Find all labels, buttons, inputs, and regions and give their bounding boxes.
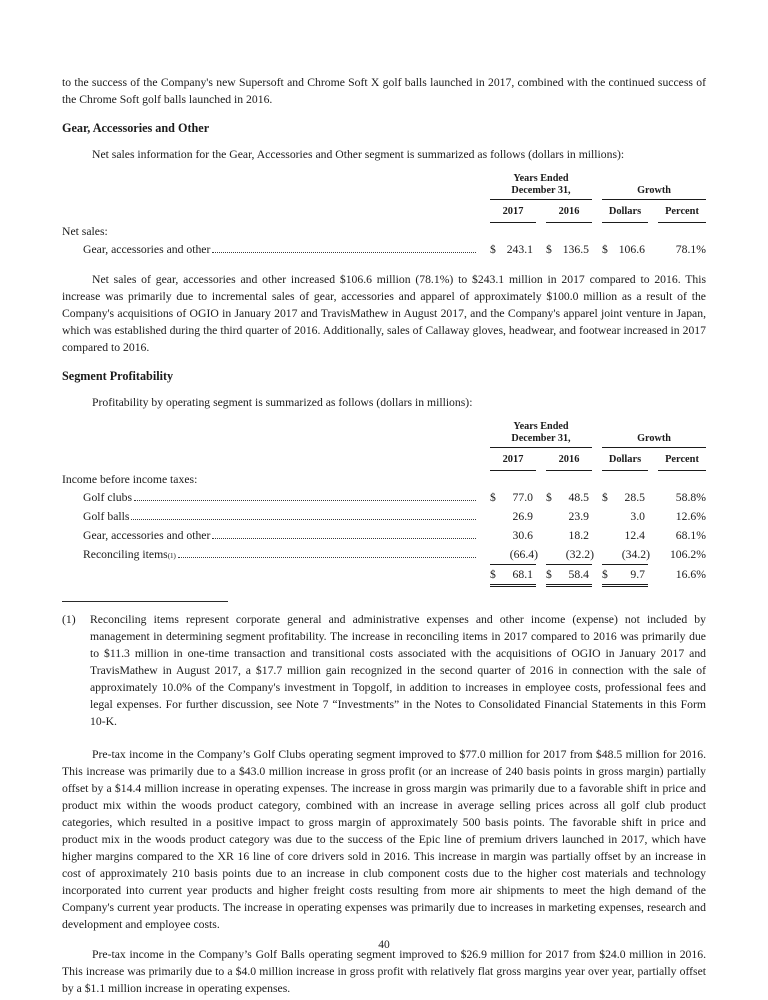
- dollar-sign: $: [546, 491, 552, 504]
- dot-leader: [134, 500, 476, 501]
- table-section-row: [62, 471, 706, 488]
- value-total-2017: 68.1: [512, 568, 533, 581]
- cell-growth-dollars: [602, 240, 648, 259]
- column-header-dollars: Dollars: [602, 200, 648, 223]
- column-header-percent: Percent: [658, 448, 706, 471]
- cell-growth-percent: 12.6%: [675, 510, 706, 523]
- paragraph-pretax-golf-clubs: Pre-tax income in the Company’s Golf Clubs operating segment improved to $77.0 million for 2017 from $48.5 million for 2016. This increase was primarily due to a $43.0 million increase in gross profit (or an increase of 240 basis points in gross margin) partially offset by a $14.4 million increase in operating expenses. The increase in gross margin was primarily due to a favorable shift in price and product mix within the woods product category, combined with an increase in average selling prices across all golf club product categories, which resulted in a positive impact to gross margin of approximately 500 basis points. The favorable shift in price and product mix in the woods product category was due to the success of the Epic line of premium drivers launched in 2017, which have higher margins compared to the XR 16 line of core drivers sold in 2016. This increase in margin was partially offset by an increase in cost of approximately 210 basis points due to an increase in club component costs due to the higher cost materials and technology incorporated into current year products and higher freight costs resulting from more air shipments to meet the high demand of the Company's current year products. The increase in operating expenses was primarily due to increases in marketing expenses, research and development and employee costs.: [62, 748, 706, 931]
- paragraph-net-sales-note: Net sales of gear, accessories and other increased $106.6 million (78.1%) to $243.1 million in 2017 compared to 2016. This increase was primarily due to incremental sales of gear, accessories and apparel of approximately $100.0 million as a result of the Company's acquisitions of OGIO in January 2017 and TravisMathew in August 2017, and the Company's apparel joint venture in Japan, which was established during the third quarter of 2016. Additionally, sales of Callaway gloves, headwear, and footwear increased in 2017 compared to 2016.: [62, 273, 706, 354]
- column-header-2016: 2016: [546, 200, 592, 223]
- cell-growth-percent: 106.2%: [669, 548, 706, 561]
- value-growth-dollars: 28.5: [624, 491, 645, 504]
- cell-2016: [546, 526, 592, 545]
- footnote: [62, 611, 706, 730]
- row-label: Golf clubs: [83, 491, 133, 504]
- cell-growth-dollars: [602, 526, 648, 545]
- column-header-2016: 2016: [546, 448, 592, 471]
- growth-label: Growth: [637, 184, 671, 196]
- value-2016: 18.2: [568, 529, 589, 542]
- cell-2017: [490, 545, 536, 565]
- cell-2016: [546, 240, 592, 259]
- cell-2016: [546, 488, 592, 507]
- dot-leader: [131, 519, 476, 520]
- col-group-years-ended: [490, 173, 592, 200]
- row-label: Gear, accessories and other: [83, 243, 211, 256]
- dot-leader: [212, 252, 476, 253]
- table-row-golf-clubs: [62, 488, 706, 507]
- cell-2017: [490, 240, 536, 259]
- cell-growth-percent: 78.1%: [675, 243, 706, 256]
- years-ended-label: Years Ended: [513, 173, 569, 184]
- table-section-row: [62, 223, 706, 240]
- table-row-reconciling-items: [62, 545, 706, 565]
- column-header-2017: 2017: [490, 448, 536, 471]
- cell-2017: [490, 488, 536, 507]
- paragraph-pretax-golf-balls: Pre-tax income in the Company’s Golf Balls operating segment improved to $26.9 million for 2017 from $24.0 million in 2016. This increase was primarily due to a $4.0 million increase in gross profit with relatively flat gross margins year over year, partially offset by a $1.1 million increase in operating expenses.: [62, 948, 706, 995]
- dollar-sign: $: [490, 243, 496, 256]
- value-2017: 243.1: [506, 243, 533, 256]
- column-header-dollars: Dollars: [602, 448, 648, 471]
- table-group-header-row: [62, 421, 706, 448]
- cell-2016: [546, 507, 592, 526]
- dollar-sign: $: [602, 243, 608, 256]
- value-2016: 48.5: [568, 491, 589, 504]
- value-2017: (66.4): [509, 548, 538, 561]
- cell-2017: [490, 526, 536, 545]
- footnote-text: Reconciling items represent corporate general and administrative expenses and other income (expense) not included by management in determining segment profitability. The increase in reconciling items in 2017 compared to 2016 was primarily due to $11.3 million in one-time transaction and transitional costs associated with the acquisitions of OGIO in January 2017 and TravisMathew in August 2017, a $17.7 million gain recognized in the second quarter of 2016 in connection with the sale of approximately 10.0% of the Company's investment in Topgolf, in addition to increases in employee costs, professional fees and legal expenses. For further discussion, see Note 7 “Investments” in the Notes to Consolidated Financial Statements in this Form 10-K.: [90, 613, 706, 728]
- dollar-sign: $: [490, 568, 496, 581]
- cell-total-2016: [546, 565, 592, 587]
- section-label: Income before income taxes:: [62, 473, 198, 486]
- value-growth-dollars: (34.2): [621, 548, 650, 561]
- paragraph-profitability-lead: Profitability by operating segment is summarized as follows (dollars in millions):: [92, 396, 473, 409]
- col-group-growth: [602, 185, 706, 201]
- value-2017: 26.9: [512, 510, 533, 523]
- column-header-2017: 2017: [490, 200, 536, 223]
- value-2016: 136.5: [562, 243, 589, 256]
- table-total-row: [62, 565, 706, 587]
- table-column-header-row: [62, 200, 706, 223]
- dot-leader: [212, 538, 476, 539]
- cell-total-growth-dollars: [602, 565, 648, 587]
- section-heading-gear-accessories-other: Gear, Accessories and Other: [62, 121, 210, 135]
- cell-growth-percent: 58.8%: [675, 491, 706, 504]
- footnote-marker: (1): [62, 613, 76, 626]
- cell-growth-dollars: [602, 507, 648, 526]
- cell-2016: [546, 545, 592, 565]
- section-heading-segment-profitability: Segment Profitability: [62, 369, 174, 383]
- value-2017: 30.6: [512, 529, 533, 542]
- december-31-label: December 31,: [511, 184, 571, 196]
- value-growth-dollars: 12.4: [624, 529, 645, 542]
- table-row: [62, 240, 706, 259]
- value-growth-dollars: 3.0: [630, 510, 645, 523]
- section-label: Net sales:: [62, 225, 108, 238]
- table-row-golf-balls: [62, 507, 706, 526]
- cell-growth-percent: 68.1%: [675, 529, 706, 542]
- december-31-label: December 31,: [511, 432, 571, 444]
- column-header-percent: Percent: [658, 200, 706, 223]
- dollar-sign: $: [546, 568, 552, 581]
- footnote-divider: [62, 601, 228, 602]
- segment-profitability-table: [62, 421, 706, 587]
- value-2016: 23.9: [568, 510, 589, 523]
- value-growth-dollars: 106.6: [618, 243, 645, 256]
- cell-total-growth-percent: 16.6%: [675, 568, 706, 581]
- net-sales-table: [62, 173, 706, 259]
- dot-leader: [178, 557, 476, 558]
- cell-growth-dollars: [602, 488, 648, 507]
- growth-label: Growth: [637, 432, 671, 444]
- years-ended-label: Years Ended: [513, 421, 569, 432]
- paragraph-intro: to the success of the Company's new Supersoft and Chrome Soft X golf balls launched in 2017, combined with the continued success of the Chrome Soft golf balls launched in 2016.: [62, 76, 706, 106]
- table-row-gear-accessories: [62, 526, 706, 545]
- paragraph-gear-lead: Net sales information for the Gear, Accessories and Other segment is summarized as follows (dollars in millions):: [92, 148, 625, 161]
- footnote-reference: (1): [167, 551, 176, 560]
- dollar-sign: $: [602, 568, 608, 581]
- dollar-sign: $: [546, 243, 552, 256]
- value-2017: 77.0: [512, 491, 533, 504]
- value-2016: (32.2): [565, 548, 594, 561]
- value-total-2016: 58.4: [568, 568, 589, 581]
- table-group-header-row: [62, 173, 706, 200]
- page-number: 40: [378, 939, 390, 951]
- row-label: Gear, accessories and other: [83, 529, 211, 542]
- cell-total-2017: [490, 565, 536, 587]
- col-group-growth: [602, 433, 706, 449]
- cell-2017: [490, 507, 536, 526]
- dollar-sign: $: [490, 491, 496, 504]
- cell-growth-dollars: [602, 545, 648, 565]
- dollar-sign: $: [602, 491, 608, 504]
- row-label: Reconciling items: [83, 548, 168, 561]
- row-label: Golf balls: [83, 510, 130, 523]
- value-total-growth-dollars: 9.7: [630, 568, 645, 581]
- table-column-header-row: [62, 448, 706, 471]
- col-group-years-ended: [490, 421, 592, 448]
